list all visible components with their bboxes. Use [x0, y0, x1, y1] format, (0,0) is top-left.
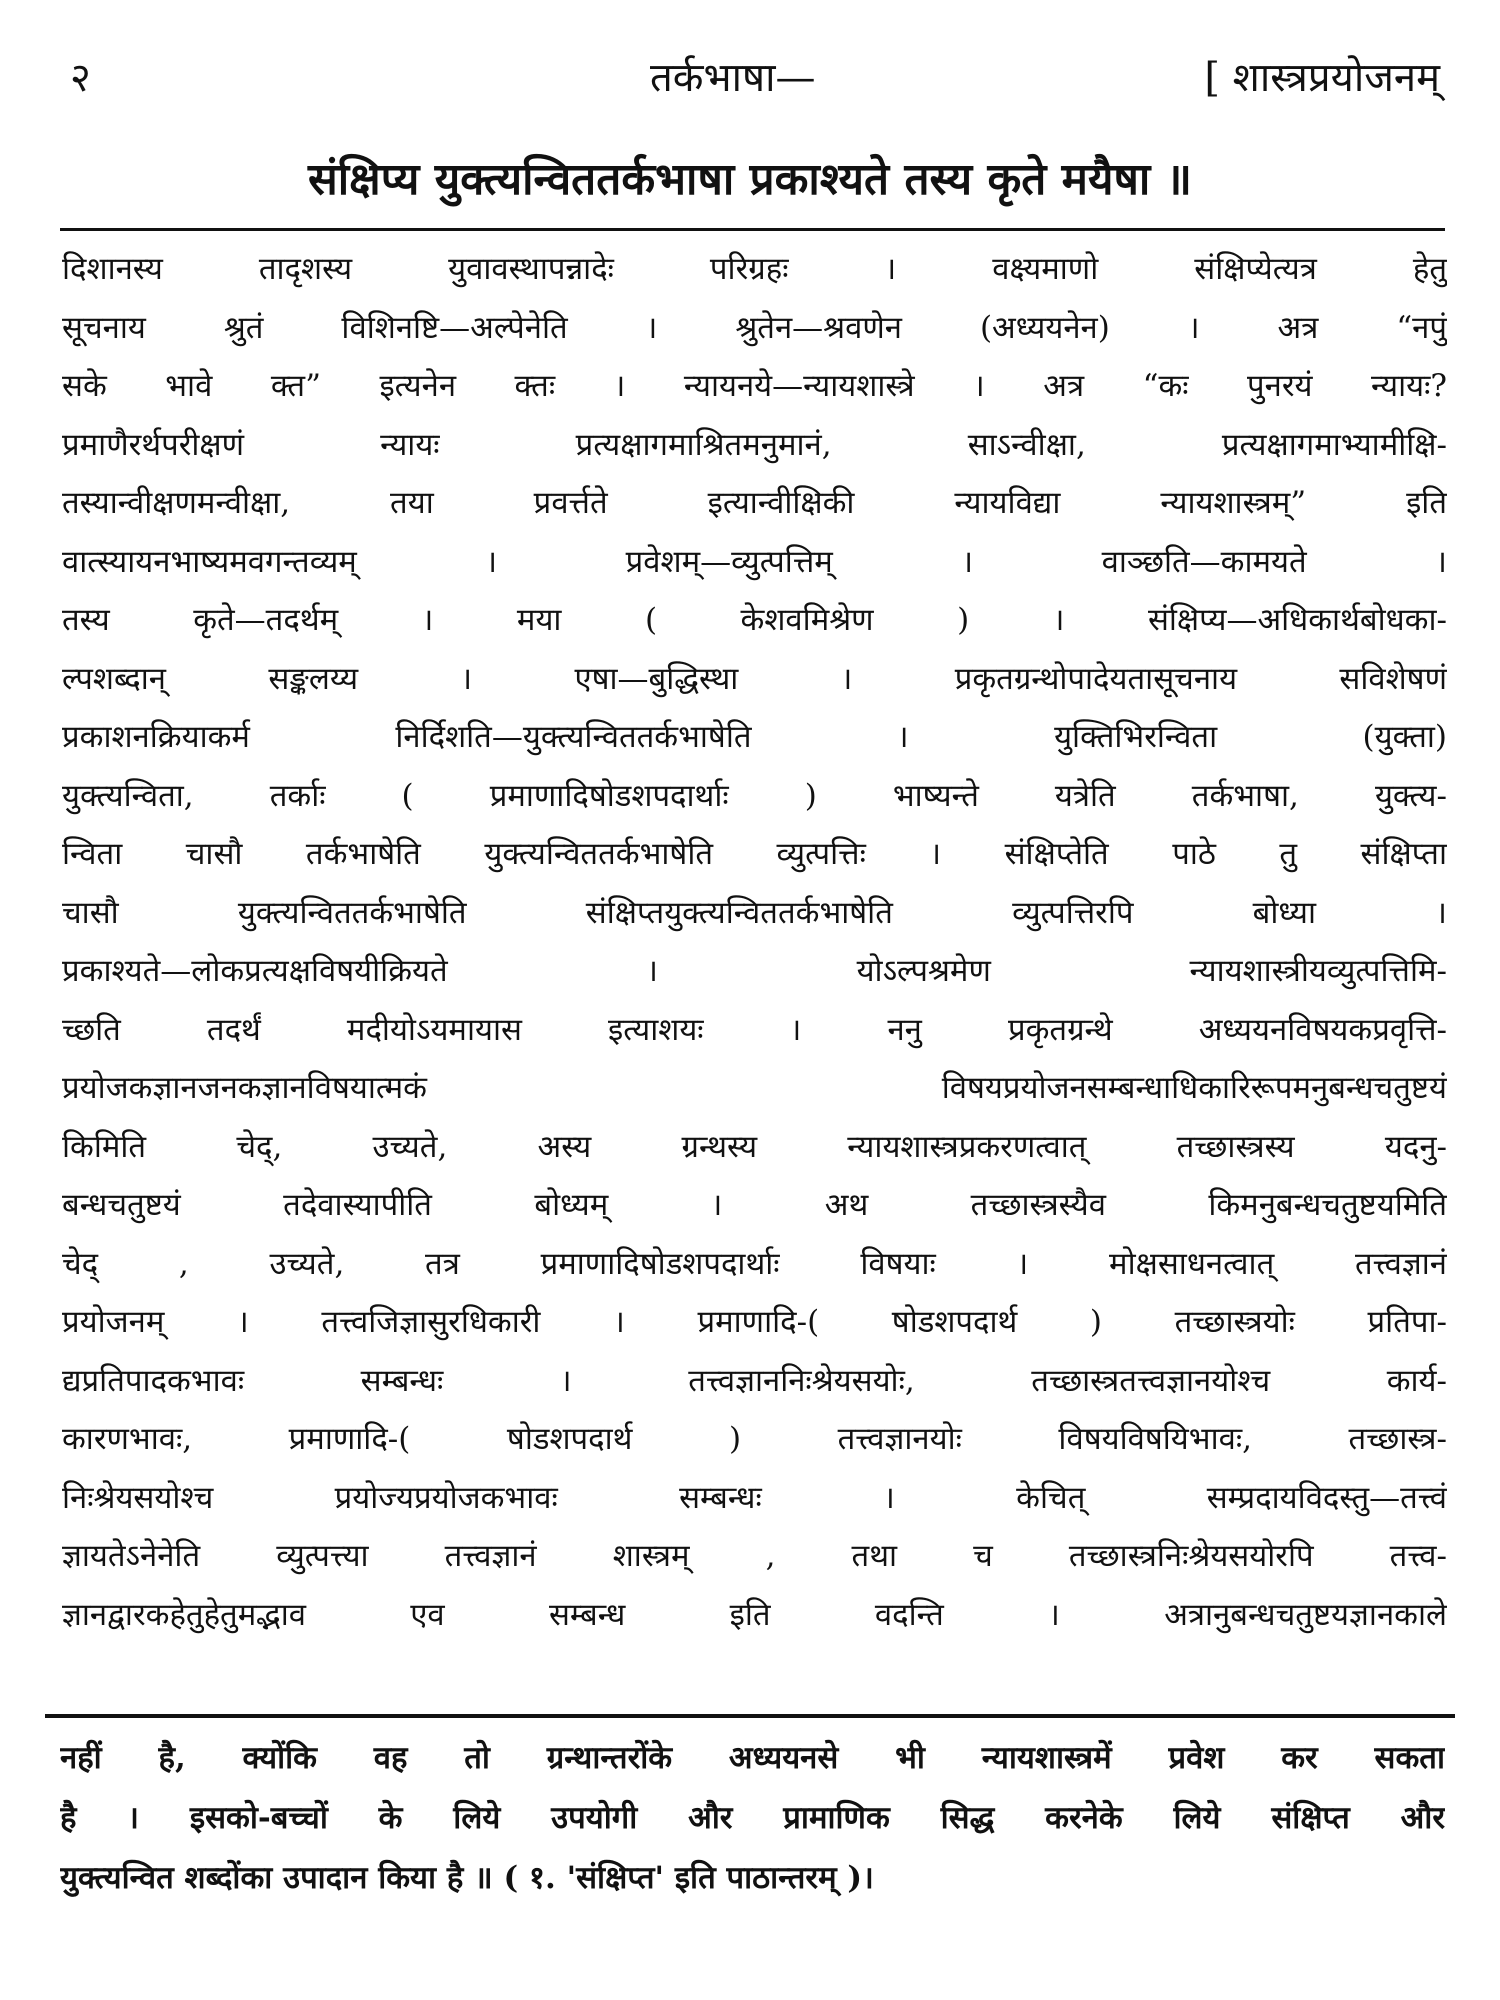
footnote-divider	[45, 1714, 1455, 1718]
footnote-line: युक्त्यन्वित शब्दोंका उपादान किया है ॥ ( १. 'संक्षिप्त' इति पाठान्तरम् )।	[60, 1860, 874, 1896]
commentary-line: ज्ञानद्वारकहेतुहेतुमद्भाव एव सम्बन्ध इति वदन्ति । अत्रानुबन्धचतुष्टयज्ञानकाले	[62, 1596, 1447, 1633]
commentary-line: प्रकाश्यते—लोकप्रत्यक्षविषयीक्रियते । योऽल्पश्रमेण न्यायशास्त्रीयव्युत्पत्तिमि-	[62, 953, 1447, 989]
verse-line: संक्षिप्य युक्त्यन्विततर्कभाषा प्रकाश्यते तस्य कृते मयैषा ॥	[308, 154, 1192, 205]
commentary-line: निःश्रेयसयोश्च प्रयोज्यप्रयोजकभावः सम्बन्धः । केचित् सम्प्रदायविदस्तु—तत्त्वं	[62, 1479, 1447, 1516]
commentary-line: प्रकाशनक्रियाकर्म निर्दिशति—युक्त्यन्विततर्कभाषेति । युक्तिभिरन्विता (युक्ता)	[62, 719, 1447, 755]
commentary-line: तस्यान्वीक्षणमन्वीक्षा, तया प्रवर्त्तते इत्यान्वीक्षिकी न्यायविद्या न्यायशास्त्रम्” इति	[62, 485, 1447, 521]
verse-divider	[60, 228, 1445, 231]
commentary-line: दिशानस्य तादृशस्य युवावस्थापन्नादेः परिग्रहः । वक्ष्यमाणो संक्षिप्येत्यत्र हेतु	[62, 251, 1447, 287]
commentary-line: चेद् , उच्यते, तत्र प्रमाणादिषोडशपदार्थाः विषयाः । मोक्षसाधनत्वात् तत्त्वज्ञानं	[62, 1245, 1447, 1282]
commentary-line: वात्स्यायनभाष्यमवगन्तव्यम् । प्रवेशम्—व्युत्पत्तिम् । वाञ्छति—कामयते ।	[62, 543, 1447, 580]
commentary-line: ल्पशब्दान् सङ्कलय्य । एषा—बुद्धिस्था । प्रकृतग्रन्थोपादेयतासूचनाय सविशेषणं	[62, 660, 1447, 697]
commentary-line: बन्धचतुष्टयं तदेवास्यापीति बोध्यम् । अथ तच्छास्त्रस्यैव किमनुबन्धचतुष्टयमिति	[62, 1187, 1447, 1223]
commentary-line: चासौ युक्त्यन्विततर्कभाषेति संक्षिप्तयुक्त्यन्विततर्कभाषेति व्युत्पत्तिरपि बोध्या ।	[62, 894, 1447, 931]
commentary-line: ज्ञायतेऽनेनेति व्युत्पत्त्या तत्त्वज्ञानं शास्त्रम् , तथा च तच्छास्त्रनिःश्रेयसयोरपि तत्त्व-	[62, 1538, 1447, 1574]
footnote-line: है । इसको-बच्चों के लिये उपयोगी और प्रामाणिक सिद्ध करनेके लिये संक्षिप्त और	[60, 1800, 1445, 1836]
footnote-line: नहीं है, क्योंकि वह तो ग्रन्थान्तरोंके अध्ययनसे भी न्यायशास्त्रमें प्रवेश कर सकता	[60, 1740, 1445, 1776]
commentary-line: द्यप्रतिपादकभावः सम्बन्धः । तत्त्वज्ञाननिःश्रेयसयोः, तच्छास्त्रतत्त्वज्ञानयोश्च कार्य-	[62, 1362, 1447, 1399]
commentary-line: कारणभावः, प्रमाणादि-( षोडशपदार्थ ) तत्त्वज्ञानयोः विषयविषयिभावः, तच्छास्त्र-	[62, 1421, 1447, 1457]
page-number: २	[70, 55, 91, 101]
commentary-line: न्विता चासौ तर्कभाषेति युक्त्यन्विततर्कभाषेति व्युत्पत्तिः । संक्षिप्तेति पाठे तु संक्षिप्ता	[62, 836, 1447, 872]
commentary-line: किमिति चेद्, उच्यते, अस्य ग्रन्थस्य न्यायशास्त्रप्रकरणत्वात् तच्छास्त्रस्य यदनु-	[62, 1128, 1447, 1165]
commentary-text	[62, 240, 1447, 1644]
commentary-line: सके भावे क्त” इत्यनेन क्तः । न्यायनये—न्यायशास्त्रे । अत्र “कः पुनरयं न्यायः?	[62, 368, 1447, 404]
commentary-line: च्छति तदर्थं मदीयोऽयमायास इत्याशयः । ननु प्रकृतग्रन्थे अध्ययनविषयकप्रवृत्ति-	[62, 1011, 1447, 1048]
commentary-line: सूचनाय श्रुतं विशिनष्टि—अल्पेनेति । श्रुतेन—श्रवणेन (अध्ययनेन) । अत्र “नपुं	[62, 309, 1447, 346]
running-header	[70, 48, 1440, 108]
commentary-line: प्रयोजकज्ञानजनकज्ञानविषयात्मकं विषयप्रयोजनसम्बन्धाधिकारिरूपमनुबन्धचतुष्टयं	[62, 1070, 1447, 1106]
commentary-line: प्रमाणैरर्थपरीक्षणं न्यायः प्रत्यक्षागमाश्रितमनुमानं, साऽन्वीक्षा, प्रत्यक्षागमाभ्यामीक्षि-	[62, 426, 1447, 463]
commentary-line: युक्त्यन्विता, तर्काः ( प्रमाणादिषोडशपदार्थाः ) भाष्यन्ते यत्रेति तर्कभाषा, युक्त्य-	[62, 777, 1447, 814]
footnote-text	[60, 1728, 1445, 1908]
book-title: तर्कभाषा—	[650, 55, 816, 101]
section-title: [ शास्त्रप्रयोजनम्	[1204, 55, 1440, 101]
commentary-line: तस्य कृते—तदर्थम् । मया ( केशवमिश्रेण ) । संक्षिप्य—अधिकार्थबोधका-	[62, 602, 1447, 638]
commentary-line: प्रयोजनम् । तत्त्वजिज्ञासुरधिकारी । प्रमाणादि-( षोडशपदार्थ ) तच्छास्त्रयोः प्रतिपा-	[62, 1304, 1447, 1340]
